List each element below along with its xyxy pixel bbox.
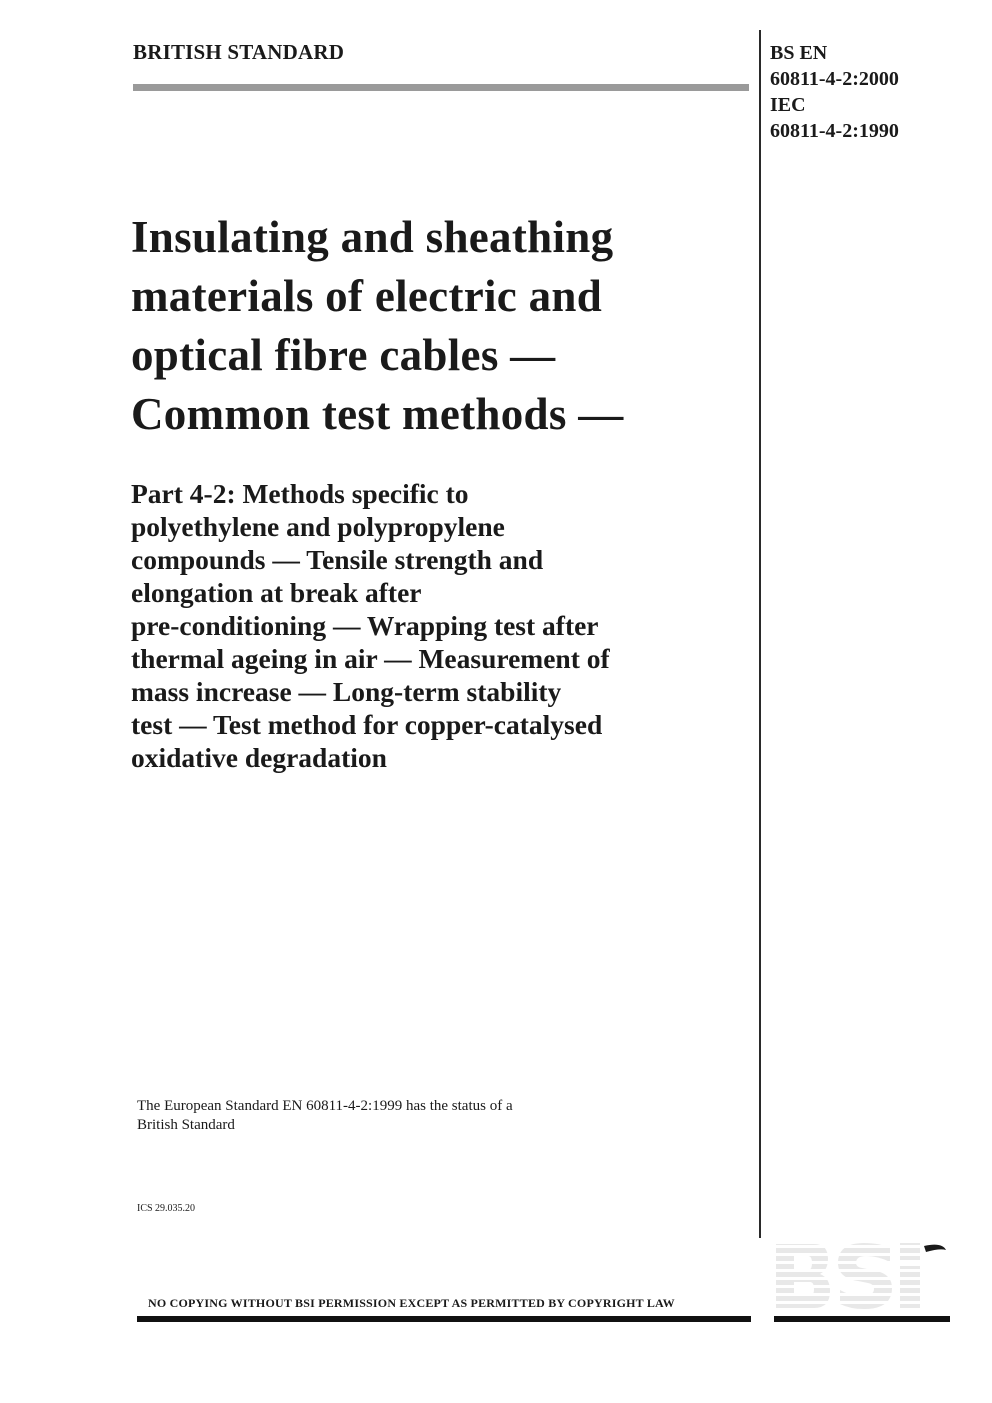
document-type-label: BRITISH STANDARD — [133, 40, 345, 64]
bsi-logo — [774, 1240, 950, 1312]
status-note — [137, 1097, 513, 1135]
subtitle-line: pre-conditioning — Wrapping test after — [131, 610, 599, 641]
main-title-line: Insulating and sheathing — [131, 212, 614, 262]
standard-number-line: IEC — [770, 94, 806, 116]
standard-number — [770, 40, 899, 144]
subtitle-line: compounds — Tensile strength and — [131, 544, 544, 575]
part-subtitle — [131, 477, 751, 774]
subtitle-line: thermal ageing in air — Measurement of — [131, 643, 610, 674]
status-note-line: British Standard — [137, 1117, 235, 1133]
standard-number-line: BS EN — [770, 42, 828, 64]
subtitle-line: oxidative degradation — [131, 742, 387, 773]
subtitle-line: test — Test method for copper-catalysed — [131, 709, 603, 740]
status-note-line: The European Standard EN 60811-4-2:1999 has the status of a — [137, 1098, 513, 1114]
vertical-divider — [759, 30, 761, 1238]
main-title-line: optical fibre cables — — [131, 330, 556, 380]
main-title — [131, 208, 751, 444]
ics-code: ICS 29.035.20 — [137, 1203, 196, 1214]
footer-rule — [137, 1316, 751, 1322]
main-title-line: materials of electric and — [131, 271, 603, 321]
subtitle-line: mass increase — Long-term stability — [131, 676, 562, 707]
subtitle-line: polyethylene and polypropylene — [131, 511, 505, 542]
copyright-notice: NO COPYING WITHOUT BSI PERMISSION EXCEPT AS PERMITTED BY COPYRIGHT LAW — [148, 1296, 675, 1310]
subtitle-line: Part 4-2: Methods specific to — [131, 478, 469, 509]
main-title-line: Common test methods — — [131, 389, 624, 439]
standard-number-line: 60811-4-2:2000 — [770, 68, 899, 90]
subtitle-line: elongation at break after — [131, 577, 422, 608]
footer-rule-logo — [774, 1316, 950, 1322]
standard-number-line: 60811-4-2:1990 — [770, 120, 899, 142]
header-rule — [133, 84, 749, 91]
